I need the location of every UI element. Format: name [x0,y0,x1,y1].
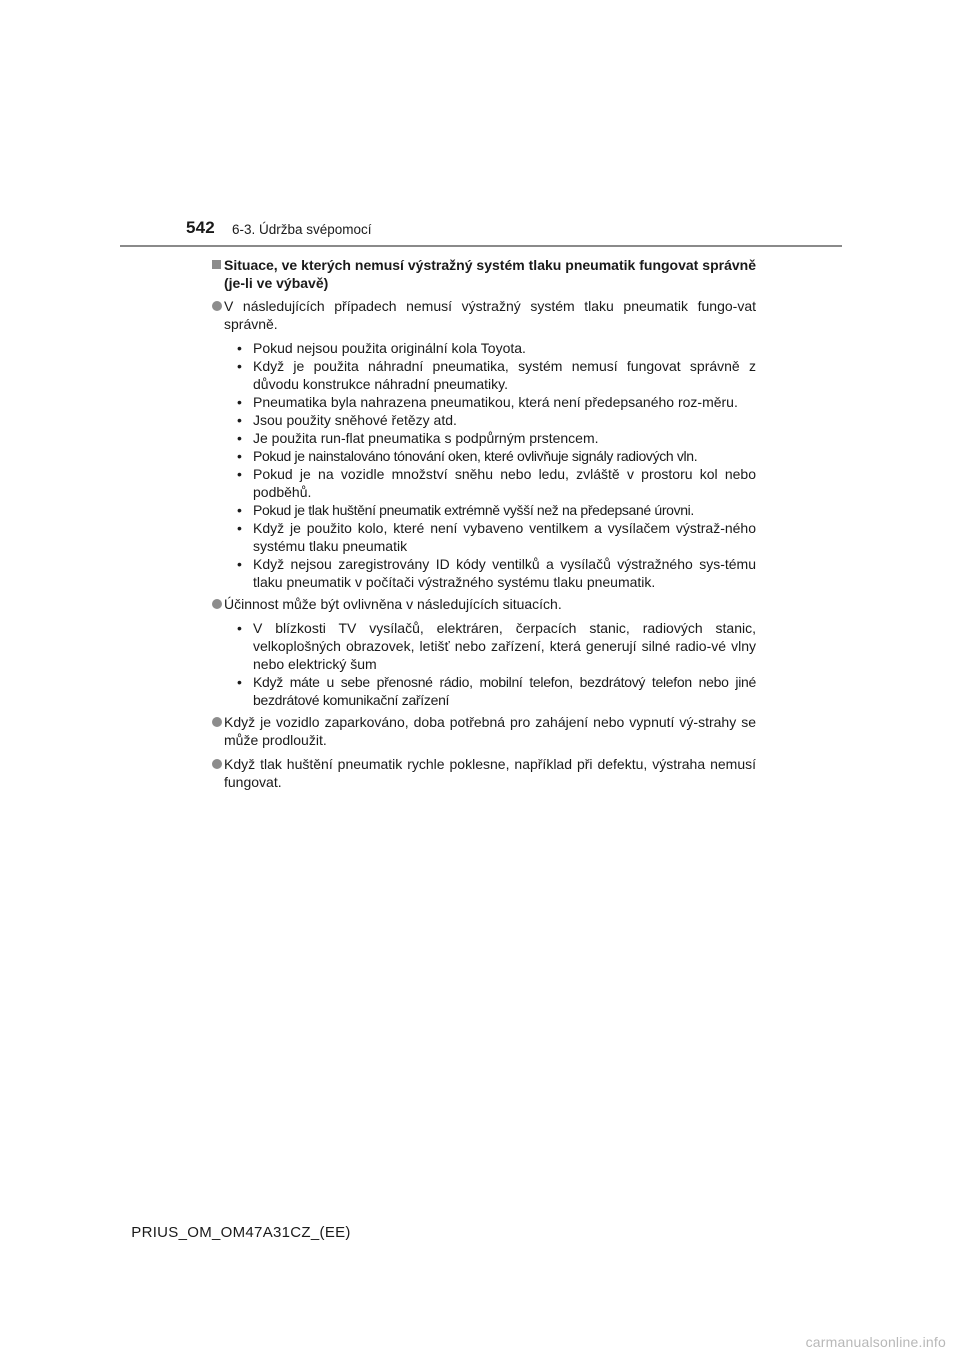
dot-icon: • [237,430,242,446]
page-content [212,256,756,797]
sub-bullet-text: Jsou použity sněhové řetězy atd. [253,412,457,428]
sub-bullet [237,447,756,465]
sub-bullet-text: Když nejsou zaregistrovány ID kódy ventilků a vysílačů výstražného sys-tému tlaku pneumatik v počítači výstražného systému tlaku pneumatik. [253,556,756,590]
circle-bullet-icon [212,717,222,727]
sub-bullet [237,411,756,429]
sub-bullet-text: Pokud je na vozidle množství sněhu nebo ledu, zvláště v prostoru kol nebo podběhů. [253,466,756,500]
dot-icon: • [237,340,242,356]
sub-bullet-text: Když máte u sebe přenosné rádio, mobilní telefon, bezdrátový telefon nebo jiné bezdrátové komunikační zařízení [253,674,756,708]
sub-bullet [237,673,756,709]
dot-icon: • [237,556,242,572]
dot-icon: • [237,448,242,464]
section-heading [212,256,756,292]
sub-bullet [237,429,756,447]
section-heading-text: Situace, ve kterých nemusí výstražný systém tlaku pneumatik fungovat správně (je-li ve výbavě) [224,257,756,291]
square-bullet-icon [212,260,221,269]
page-number: 542 [186,218,215,237]
sub-bullet-text: Pokud je tlak huštění pneumatik extrémně vyšší než na předepsané úrovni. [253,502,694,518]
sub-bullet [237,555,756,591]
sub-bullet-list [212,619,756,709]
sub-bullet [237,519,756,555]
sub-bullet-text: V blízkosti TV vysílačů, elektráren, čerpacích stanic, radiových stanic, velkoplošných obrazovek, letišť nebo zařízení, která generují silné radio-vé vlny nebo elektrický šum [253,620,756,672]
header-divider [120,245,842,247]
dot-icon: • [237,466,242,482]
sub-bullet [237,465,756,501]
list-item-text: Když tlak huštění pneumatik rychle poklesne, například při defektu, výstraha nemusí fungovat. [224,756,756,790]
sub-bullet-list [212,339,756,591]
dot-icon: • [237,358,242,374]
sub-bullet [237,501,756,519]
watermark: carmanualsonline.info [805,1334,946,1350]
section-title: 6-3. Údržba svépomocí [232,222,372,237]
sub-bullet-text: Pokud je nainstalováno tónování oken, které ovlivňuje signály radiových vln. [253,448,698,464]
sub-bullet [237,393,756,411]
dot-icon: • [237,520,242,536]
sub-bullet-text: Pokud nejsou použita originální kola Toyota. [253,340,526,356]
circle-bullet-icon [212,599,222,609]
document-code: PRIUS_OM_OM47A31CZ_(EE) [131,1224,351,1241]
dot-icon: • [237,502,242,518]
sub-bullet [237,357,756,393]
sub-bullet-text: Je použita run-flat pneumatika s podpůrným prstencem. [253,430,599,446]
list-item [212,297,756,333]
list-item [212,713,756,749]
list-item [212,755,756,791]
list-item-text: Když je vozidlo zaparkováno, doba potřebná pro zahájení nebo vypnutí vý-strahy se může prodloužit. [224,714,756,748]
sub-bullet-text: Když je použita náhradní pneumatika, systém nemusí fungovat správně z důvodu konstrukce náhradní pneumatiky. [253,358,756,392]
sub-bullet-text: Pneumatika byla nahrazena pneumatikou, která není předepsaného roz-měru. [253,394,738,410]
sub-bullet [237,339,756,357]
sub-bullet [237,619,756,673]
sub-bullet-text: Když je použito kolo, které není vybaveno ventilkem a vysílačem výstraž-ného systému tlaku pneumatik [253,520,756,554]
dot-icon: • [237,412,242,428]
dot-icon: • [237,674,242,690]
circle-bullet-icon [212,301,222,311]
list-item-text: V následujících případech nemusí výstražný systém tlaku pneumatik fungo-vat správně. [224,298,756,332]
list-item [212,595,756,613]
dot-icon: • [237,394,242,410]
dot-icon: • [237,620,242,636]
list-item-text: Účinnost může být ovlivněna v následujících situacích. [224,596,562,612]
circle-bullet-icon [212,759,222,769]
